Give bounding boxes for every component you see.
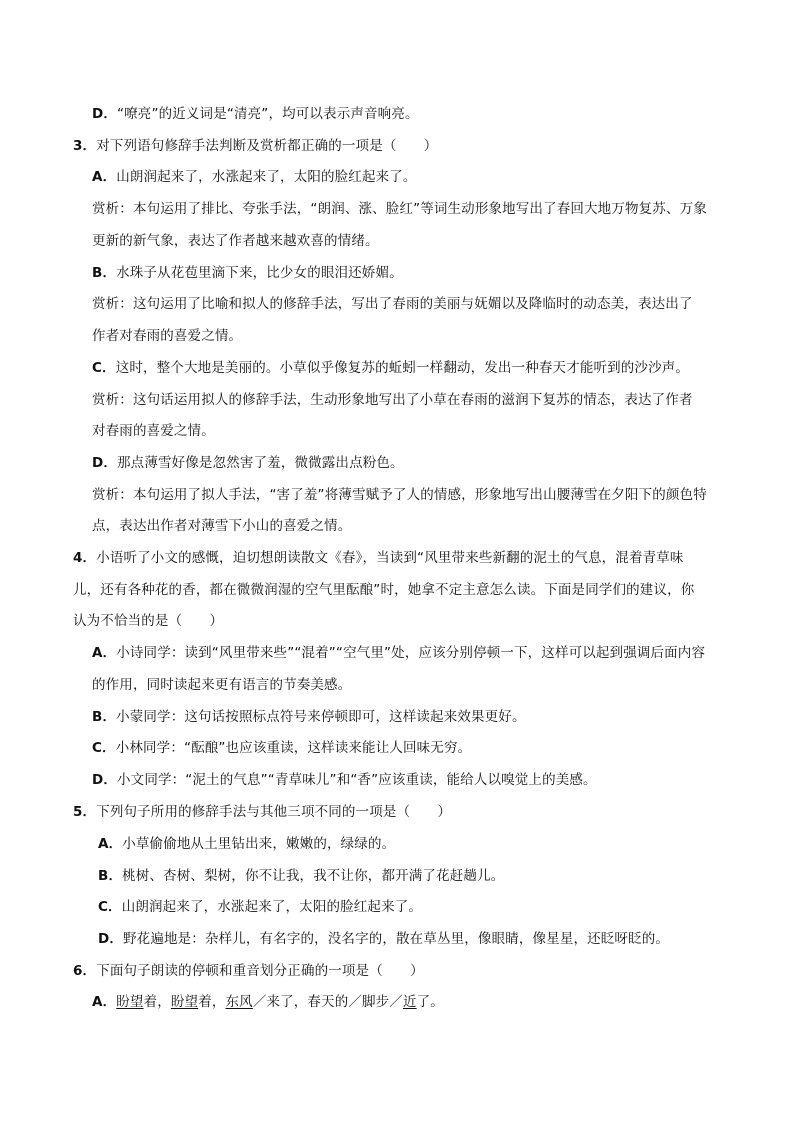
option-letter: D． bbox=[98, 931, 124, 947]
option-text: 桃树、杏树、梨树，你不让我，我不让你，都开满了花赶趟儿。 bbox=[122, 868, 505, 884]
q3-analysis-d-line-1: 赏析：本句运用了拟人手法，“害了羞”将薄雪赋予了人的情感，形象地写出山腰薄雪在夕阳下的颜色特 bbox=[92, 487, 707, 503]
question-4-stem-line-1 bbox=[73, 548, 684, 568]
option-text: 小林同学：“酝酿”也应该重读，这样读来能让人回味无穷。 bbox=[115, 740, 472, 756]
q5-option-b bbox=[98, 866, 504, 886]
q3-analysis-c-line-1: 赏析：这句话运用拟人的修辞手法，生动形象地写出了小草在春雨的滋润下复苏的情态，表达了作者 bbox=[92, 392, 693, 408]
stressed-word: 盼望 bbox=[170, 994, 199, 1010]
q3-option-c bbox=[92, 358, 689, 378]
option-letter: B． bbox=[98, 868, 123, 884]
option-text: 小蒙同学：这句话按照标点符号来停顿即可，这样读起来效果更好。 bbox=[116, 709, 526, 725]
stressed-word: 东风 bbox=[225, 994, 253, 1010]
q3-analysis-a-line-2: 更新的新气象，表达了作者越来越欢喜的情绪。 bbox=[92, 233, 379, 249]
question-text: 下面句子朗读的停顿和重音划分正确的一项是（ ） bbox=[96, 963, 424, 979]
q4-option-b bbox=[92, 707, 526, 727]
q2-option-d bbox=[92, 104, 419, 124]
option-text-part: ／来了，春天的／脚步／ bbox=[252, 994, 403, 1010]
question-text: 下列句子所用的修辞手法与其他三项不同的一项是（ ） bbox=[96, 804, 452, 820]
option-letter: C． bbox=[98, 899, 122, 915]
question-number: 3． bbox=[73, 138, 97, 154]
q4-option-c bbox=[92, 738, 471, 758]
option-letter: D． bbox=[92, 772, 118, 788]
q3-option-a bbox=[92, 167, 417, 187]
question-4-stem-line-3: 认为不恰当的是（ ） bbox=[73, 613, 224, 629]
option-text: 小诗同学：读到“风里带来些”“混着”“空气里”处，应该分别停顿一下，这样可以起到强调后面内容 bbox=[116, 645, 706, 661]
option-letter: B． bbox=[92, 709, 117, 725]
option-text: 这时，整个大地是美丽的。小草似乎像复苏的蚯蚓一样翻动，发出一种春天才能听到的沙沙声。 bbox=[115, 360, 690, 376]
option-letter: A． bbox=[92, 645, 117, 661]
option-text-part: 着， bbox=[143, 994, 171, 1010]
option-letter: B． bbox=[92, 265, 117, 281]
q3-analysis-b-line-1: 赏析：这句运用了比喻和拟人的修辞手法，写出了春雨的美丽与妩媚以及降临时的动态美，表达出了 bbox=[92, 296, 693, 312]
option-letter: A． bbox=[92, 994, 117, 1010]
question-4-stem-line-2: 儿，还有各种花的香，都在微微润湿的空气里酝酿”时，她拿不定主意怎么读。下面是同学们的建议，你 bbox=[73, 582, 695, 598]
question-text: 对下列语句修辞手法判断及赏析都正确的一项是（ ） bbox=[96, 138, 438, 154]
q3-analysis-d-line-2: 点，表达出作者对薄雪下小山的喜爱之情。 bbox=[92, 518, 352, 534]
question-3-stem bbox=[73, 136, 437, 156]
question-5-stem bbox=[73, 802, 451, 822]
option-text: 水珠子从花苞里滴下来，比少女的眼泪还娇媚。 bbox=[116, 265, 403, 281]
option-text: 小文同学：“泥土的气息”“青草味儿”和“香”应该重读，能给人以嗅觉上的美感。 bbox=[117, 772, 597, 788]
option-text-part: 着， bbox=[198, 994, 226, 1010]
q3-analysis-b-line-2: 作者对春雨的喜爱之情。 bbox=[92, 328, 243, 344]
option-letter: D． bbox=[92, 106, 118, 122]
q3-analysis-c-line-2: 对春雨的喜爱之情。 bbox=[92, 423, 215, 439]
q4-option-d bbox=[92, 770, 597, 790]
q5-option-c bbox=[98, 897, 422, 917]
q5-option-a bbox=[98, 834, 395, 854]
option-text: 山朗润起来了，水涨起来了，太阳的脸红起来了。 bbox=[116, 169, 417, 185]
q3-option-d bbox=[92, 453, 404, 473]
stressed-word: 近 bbox=[402, 994, 417, 1010]
option-text: 山朗润起来了，水涨起来了，太阳的脸红起来了。 bbox=[121, 899, 423, 915]
option-text: 那点薄雪好像是忽然害了羞，微微露出点粉色。 bbox=[117, 455, 404, 471]
question-number: 6． bbox=[73, 963, 97, 979]
q6-option-a bbox=[92, 992, 444, 1012]
question-6-stem bbox=[73, 961, 424, 981]
q5-option-d bbox=[98, 929, 669, 949]
option-text: 小草偷偷地从土里钻出来，嫩嫩的，绿绿的。 bbox=[122, 836, 396, 852]
option-letter: C． bbox=[92, 360, 116, 376]
q3-analysis-a-line-1: 赏析：本句运用了排比、夸张手法，“朗润、涨、脸红”等词生动形象地写出了春回大地万物复苏、万象 bbox=[92, 201, 707, 217]
q3-option-b bbox=[92, 263, 403, 283]
stressed-word: 盼望 bbox=[116, 994, 144, 1010]
option-text-part: 了。 bbox=[416, 994, 444, 1010]
question-number: 4． bbox=[73, 550, 97, 566]
option-letter: A． bbox=[92, 169, 117, 185]
option-letter: D． bbox=[92, 455, 118, 471]
option-text: 野花遍地是：杂样儿，有名字的，没名字的，散在草丛里，像眼睛，像星星，还眨呀眨的。 bbox=[123, 931, 670, 947]
q4-option-a-line-1 bbox=[92, 643, 705, 663]
question-number: 5． bbox=[73, 804, 97, 820]
option-text: “嘹亮”的近义词是“清亮”，均可以表示声音响亮。 bbox=[117, 106, 419, 122]
q4-option-a-line-2: 的作用，同时读起来更有语言的节奏美感。 bbox=[92, 677, 352, 693]
question-text: 小语听了小文的感慨，迫切想朗读散文《春》，当读到“风里带来些新翻的泥土的气息，混着青草味 bbox=[96, 550, 684, 566]
option-letter: C． bbox=[92, 740, 116, 756]
option-letter: A． bbox=[98, 836, 123, 852]
